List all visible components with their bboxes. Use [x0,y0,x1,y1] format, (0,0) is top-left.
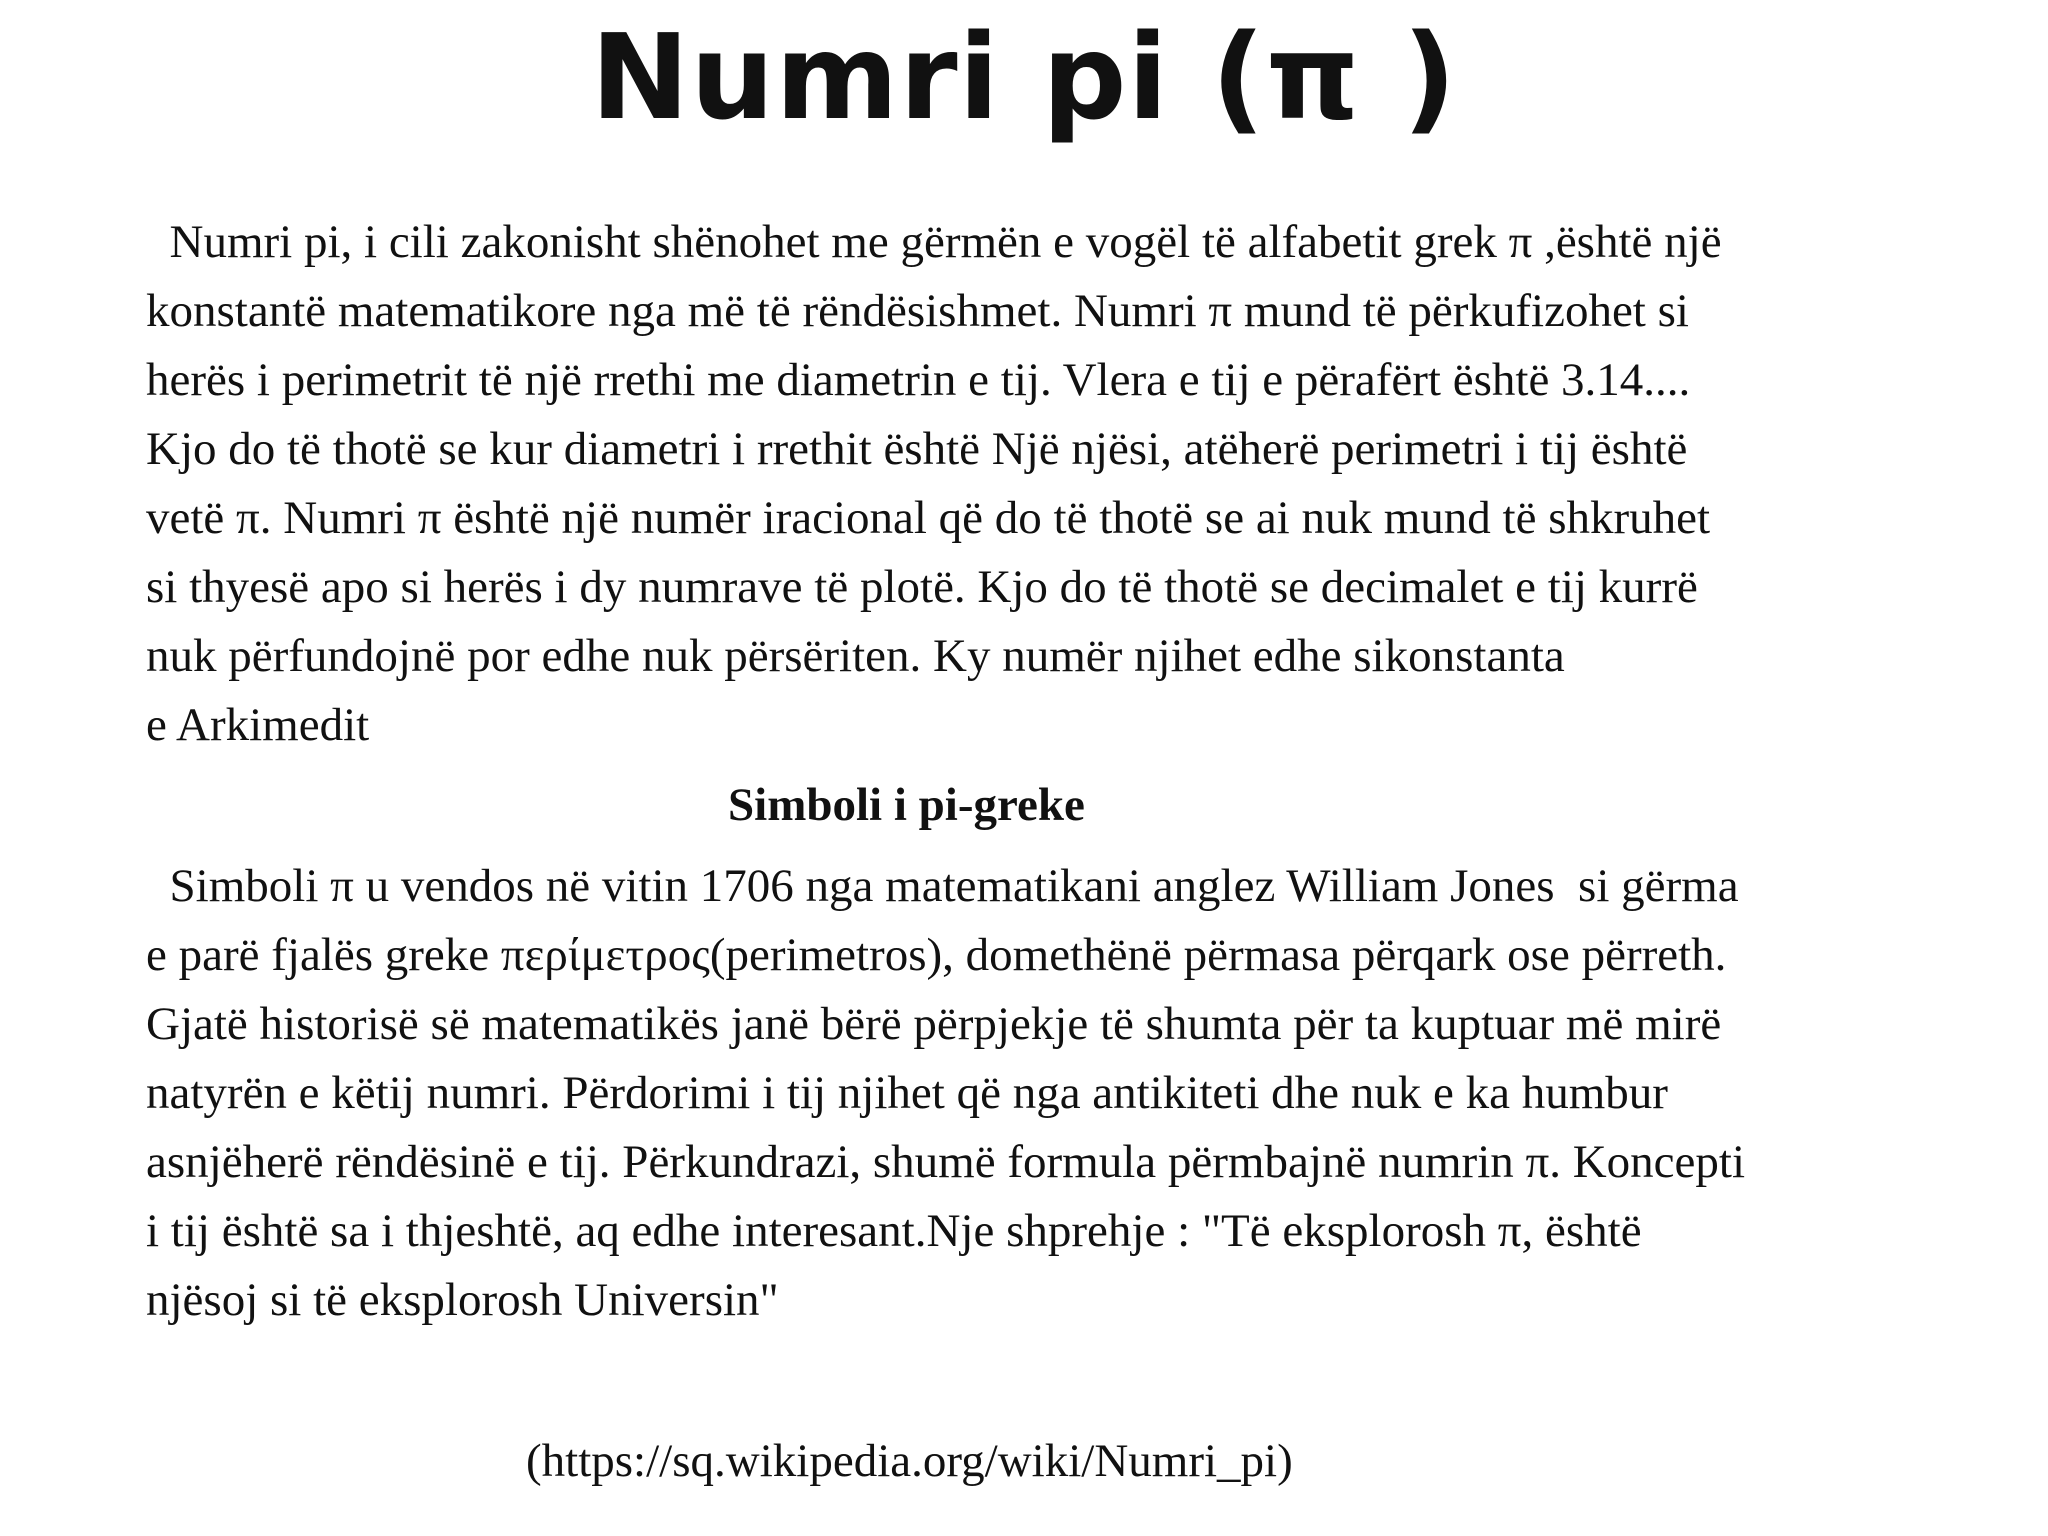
intro-line: Numri pi, i cili zakonisht shënohet me gërmën e vogël të alfabetit grek π ,është një [146,216,1722,268]
symbol-line: asnjëherë rëndësinë e tij. Përkundrazi, shumë formula përmbajnë numrin π. Koncepti [146,1136,1746,1188]
page-title: Numri pi (π ) [590,8,1458,146]
intro-line: si thyesë apo si herës i dy numrave të plotë. Kjo do të thotë se decimalet e tij kurrë [146,561,1698,613]
source-citation: (https://sq.wikipedia.org/wiki/Numri_pi) [526,1435,1293,1487]
symbol-paragraph [146,852,2046,1335]
symbol-line: Simboli π u vendos në vitin 1706 nga matematikani anglez William Jones si gërma [146,860,1739,912]
intro-line: Kjo do të thotë se kur diametri i rrethit është Një njësi, atëherë perimetri i tij është [146,423,1688,475]
intro-paragraph [146,208,2046,760]
intro-line: nuk përfundojnë por edhe nuk përsëriten. Ky numër njihet edhe sikonstanta [146,630,1565,682]
intro-line: vetë π. Numri π është një numër iracional që do të thotë se ai nuk mund të shkruhet [146,492,1711,544]
intro-line: e Arkimedit [146,699,370,751]
intro-line: herës i perimetrit të një rrethi me diametrin e tij. Vlera e tij e përafërt është 3.14.... [146,354,1691,406]
intro-line: konstantë matematikore nga më të rëndësishmet. Numri π mund të përkufizohet si [146,285,1689,337]
symbol-line: natyrën e këtij numri. Përdorimi i tij njihet që nga antikiteti dhe nuk e ka humbur [146,1067,1668,1119]
symbol-line: njësoj si të eksplorosh Universin" [146,1274,779,1326]
symbol-line: Gjatë historisë së matematikës janë bërë përpjekje të shumta për ta kuptuar më mirë [146,998,1722,1050]
section-heading: Simboli i pi-greke [728,779,1085,831]
symbol-line: e parë fjalës greke περίμετρος(perimetros), domethënë përmasa përqark ose përreth. [146,929,1727,981]
symbol-line: i tij është sa i thjeshtë, aq edhe interesant.Nje shprehje : "Të eksplorosh π, është [146,1205,1642,1257]
